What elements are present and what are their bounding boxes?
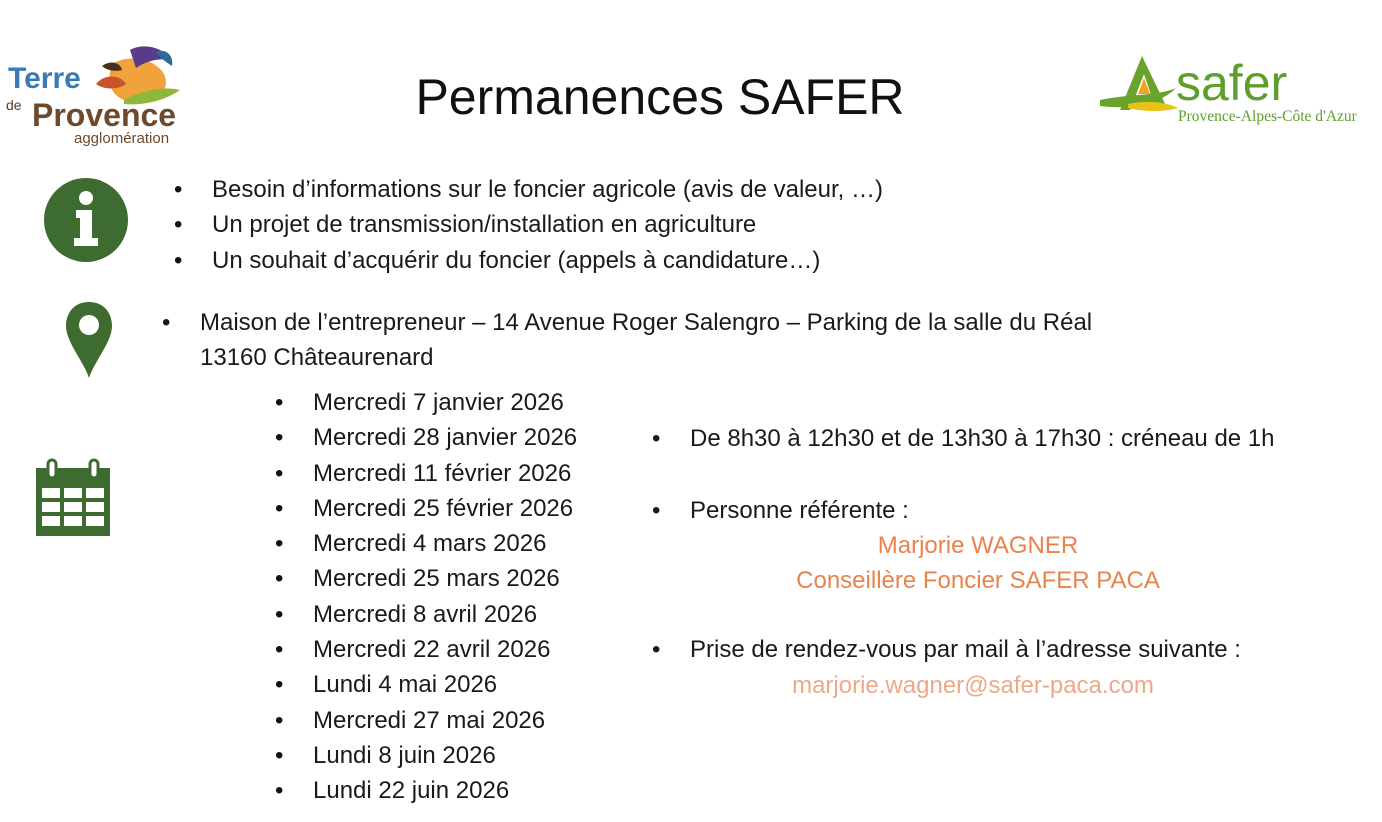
contact-role: Conseillère Foncier SAFER PACA: [796, 567, 1160, 594]
safer-name-text: safer: [1176, 55, 1288, 111]
address: [200, 305, 1092, 375]
referent-label: • Personne référente :: [690, 493, 909, 528]
info-list: [212, 172, 883, 278]
list-item: • Mercredi 7 janvier 2026: [313, 385, 577, 420]
logo-agglomeration-text: agglomération: [74, 130, 170, 147]
address-line-1: • Maison de l’entrepreneur – 14 Avenue Roger Salengro – Parking de la salle du Réal: [200, 309, 1093, 336]
address-line-2: 13160 Châteaurenard: [200, 344, 434, 371]
list-item: • Mercredi 27 mai 2026: [313, 703, 577, 738]
dates-list: [313, 385, 577, 809]
booking-label: • Prise de rendez-vous par mail à l’adresse suivante :: [690, 632, 1241, 667]
logo-terre-text: Terre: [8, 62, 81, 95]
list-item: • Mercredi 25 février 2026: [313, 491, 577, 526]
list-item: • Mercredi 22 avril 2026: [313, 632, 577, 667]
list-item: • Mercredi 25 mars 2026: [313, 561, 577, 596]
contact-email-link[interactable]: marjorie.wagner@safer-paca.com: [792, 672, 1154, 699]
safer-subtitle-text: Provence-Alpes-Côte d'Azur: [1178, 108, 1357, 125]
list-item: • Mercredi 4 mars 2026: [313, 526, 577, 561]
hours-text: • De 8h30 à 12h30 et de 13h30 à 17h30 : créneau de 1h: [690, 421, 1275, 456]
page-title: Permanences SAFER: [415, 69, 905, 125]
list-item: • Lundi 4 mai 2026: [313, 667, 577, 702]
list-item: • Un souhait d’acquérir du foncier (appels à candidature…): [212, 243, 883, 278]
calendar-icon: [34, 458, 112, 538]
list-item: • Mercredi 8 avril 2026: [313, 597, 577, 632]
list-item: • Lundi 22 juin 2026: [313, 773, 577, 808]
contact-name: Marjorie WAGNER: [877, 532, 1079, 559]
list-item: • Besoin d’informations sur le foncier agricole (avis de valeur, …): [212, 172, 883, 207]
list-item: • Un projet de transmission/installation en agriculture: [212, 207, 883, 242]
info-icon: [44, 178, 128, 262]
list-item: • Mercredi 28 janvier 2026: [313, 420, 577, 455]
logo-provence-text: Provence: [32, 97, 177, 133]
logo-de-text: de: [6, 97, 22, 113]
location-pin-icon: [64, 300, 114, 380]
list-item: • Lundi 8 juin 2026: [313, 738, 577, 773]
list-item: • Mercredi 11 février 2026: [313, 456, 577, 491]
